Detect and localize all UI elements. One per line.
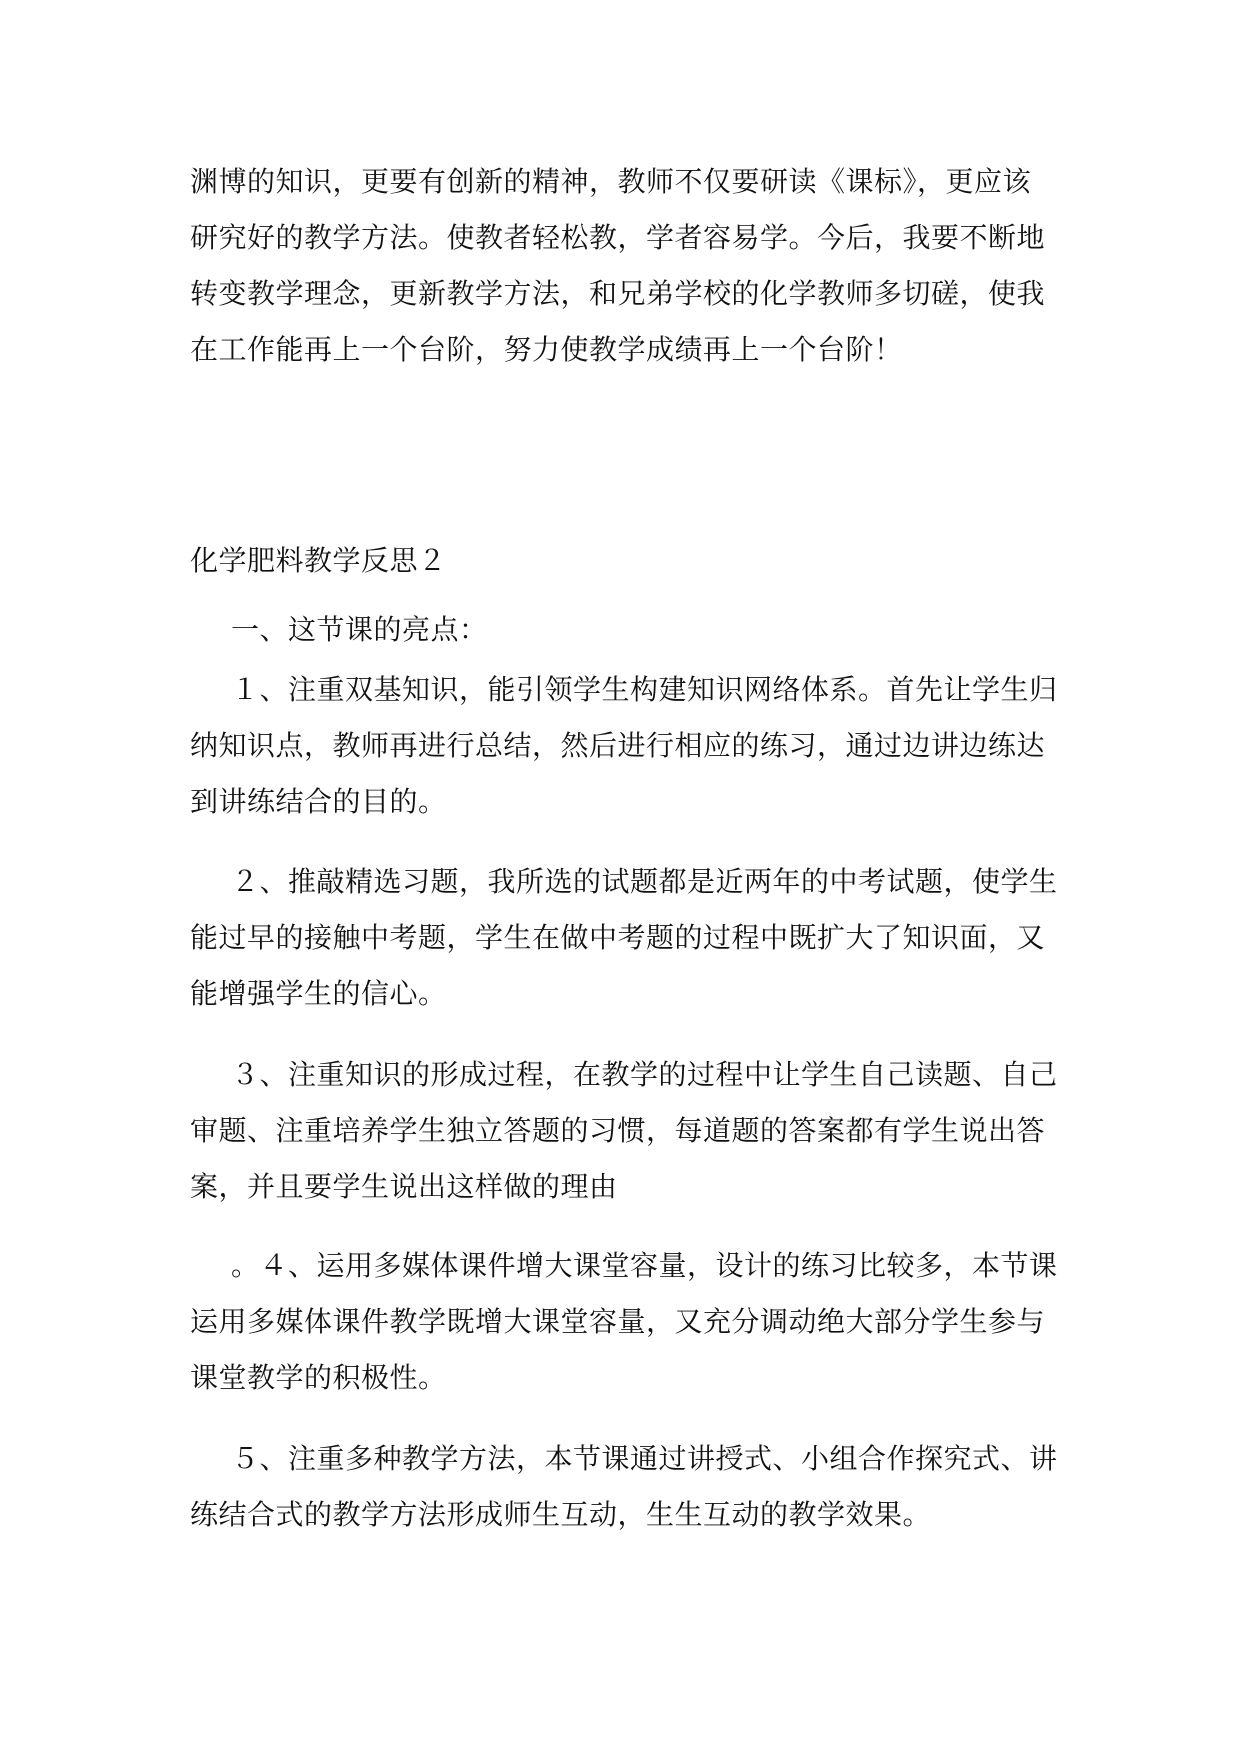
list-item-line: 练结合式的教学方法形成师生互动，生生互动的教学效果。 <box>190 1498 932 1531</box>
list-item-line: 到讲练结合的目的。 <box>190 785 447 818</box>
list-item-line: 能过早的接触中考题，学生在做中考题的过程中既扩大了知识面，又 <box>190 921 1046 954</box>
paragraph-line: 在工作能再上一个台阶，努力使教学成绩再上一个台阶！ <box>190 333 903 366</box>
list-item-line: 能增强学生的信心。 <box>190 977 447 1010</box>
list-item-line: 。４、运用多媒体课件增大课堂容量，设计的练习比较多，本节课 <box>231 1249 1058 1282</box>
list-item-line: ２、推敲精选习题，我所选的试题都是近两年的中考试题，使学生 <box>231 865 1058 898</box>
list-item-line: 课堂教学的积极性。 <box>190 1361 447 1394</box>
list-item-line: 运用多媒体课件教学既增大课堂容量，又充分调动绝大部分学生参与 <box>190 1305 1046 1338</box>
list-item-line: ３、注重知识的形成过程，在教学的过程中让学生自己读题、自己 <box>231 1058 1058 1091</box>
list-item-line: ５、注重多种教学方法，本节课通过讲授式、小组合作探究式、讲 <box>231 1442 1058 1475</box>
section-title: 化学肥料教学反思２ <box>190 544 447 577</box>
section-heading: 一、这节课的亮点： <box>231 613 488 646</box>
list-item-line: 案，并且要学生说出这样做的理由 <box>190 1170 618 1203</box>
paragraph-line: 研究好的教学方法。使教者轻松教，学者容易学。今后，我要不断地 <box>190 221 1046 254</box>
paragraph-line: 渊博的知识，更要有创新的精神，教师不仅要研读《课标》，更应该 <box>190 165 1032 198</box>
list-item-line: １、注重双基知识，能引领学生构建知识网络体系。首先让学生归 <box>231 673 1058 706</box>
list-item-line: 审题、注重培养学生独立答题的习惯，每道题的答案都有学生说出答 <box>190 1114 1046 1147</box>
paragraph-line: 转变教学理念，更新教学方法，和兄弟学校的化学教师多切磋，使我 <box>190 277 1046 310</box>
list-item-line: 纳知识点，教师再进行总结，然后进行相应的练习，通过边讲边练达 <box>190 729 1046 762</box>
